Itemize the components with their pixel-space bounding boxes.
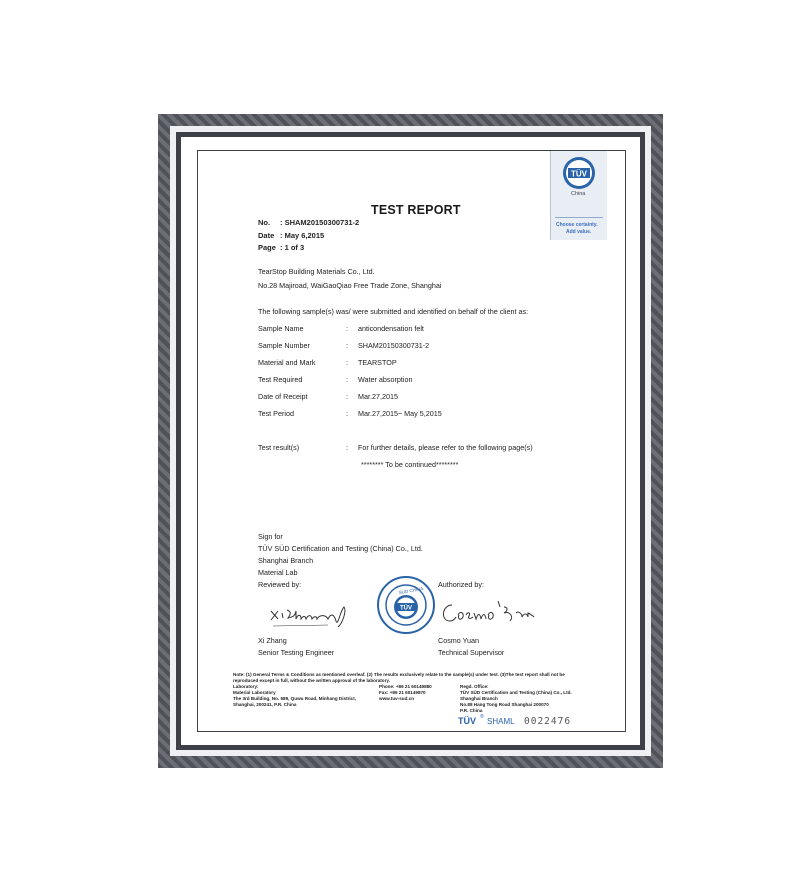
report-page (197, 150, 626, 732)
footer-lab-name: Material Laboratory (233, 690, 276, 695)
detail-colon: : (346, 341, 348, 350)
svg-text:TÜV: TÜV (571, 169, 587, 179)
result-value: For further details, please refer to the following page(s) (358, 443, 533, 452)
reviewer-name: Xi Zhang (258, 636, 287, 645)
footer-fax: Fax: +86 21 60149870 (379, 690, 426, 695)
detail-label: Date of Receipt (258, 392, 308, 401)
sign-branch: Shanghai Branch (258, 556, 314, 565)
detail-value: SHAM20150300731-2 (358, 341, 430, 350)
footer-regd-label: Regd. Office: (460, 684, 489, 689)
client-name: TearStop Building Materials Co., Ltd. (258, 267, 375, 276)
report-no-label: No. (258, 218, 271, 227)
detail-colon: : (346, 392, 348, 401)
reviewed-by-label: Reviewed by: (258, 580, 302, 589)
detail-colon: : (346, 324, 348, 333)
footer-regd-name: TÜV SÜD Certification and Testing (China) Co., Ltd. (460, 690, 572, 695)
footer-note: Note: (1) General Terms & Conditions as mentioned overleaf. (2) The results exclusively relate to the sample(s) under test. (3)The test report shall not be reproduced except in full, without the written approval of the laboratory. (233, 672, 565, 683)
reviewer-title: Senior Testing Engineer (258, 648, 335, 657)
footer-brand-code: SHAML (487, 717, 515, 726)
detail-label: Test Required (258, 375, 303, 384)
authorized-by-label: Authorized by: (438, 580, 484, 589)
footer-brand-mark: TÜV (458, 716, 476, 726)
footer-phone: Phone: +86 21 60149880 (379, 684, 432, 689)
report-date-label: Date (258, 231, 275, 240)
footer-regd-addr2: P.R. China (460, 708, 483, 713)
logo-sub: SÜD (572, 179, 581, 184)
footer-lab-label: Laboratory: (233, 684, 259, 689)
result-continued: ******** To be continued******** (361, 460, 459, 469)
footer-web: www.tuv-sud.cn (379, 696, 415, 701)
detail-value: Water absorption (358, 375, 413, 384)
svg-text:SÜD CHINA: SÜD CHINA (398, 585, 424, 596)
report-page-label: Page (258, 243, 276, 252)
report-title: TEST REPORT (371, 203, 461, 217)
sign-company: TÜV SÜD Certification and Testing (China) Co., Ltd. (258, 544, 423, 553)
registered-mark-icon: ® (480, 714, 484, 720)
result-colon: : (346, 443, 348, 452)
detail-value: TEARSTOP (358, 358, 397, 367)
detail-colon: : (346, 375, 348, 384)
footer-serial: 0022476 (524, 716, 572, 727)
logo-divider (555, 217, 603, 218)
sign-for: Sign for (258, 532, 283, 541)
footer-lab-addr1: The 3rd Building, No. 589, Quwu Road, Minhang District, (233, 696, 357, 701)
tuv-logo-panel (550, 151, 607, 240)
report-no-value: : SHAM20150300731-2 (280, 218, 360, 227)
detail-value: Mar.27,2015~ May 5,2015 (358, 409, 442, 418)
detail-value: Mar.27,2015 (358, 392, 398, 401)
footer-regd-branch: Shanghai Branch (460, 696, 498, 701)
official-stamp-icon (376, 575, 436, 635)
tuv-logo-icon (562, 156, 596, 190)
footer-regd-addr1: No.88 Hang Tong Road Shanghai 200070 (460, 702, 549, 707)
detail-label: Test Period (258, 409, 294, 418)
logo-slogan-2: Add value. (566, 229, 592, 235)
detail-label: Sample Name (258, 324, 304, 333)
svg-text:TÜV: TÜV (400, 605, 412, 612)
detail-colon: : (346, 358, 348, 367)
report-page-value: : 1 of 3 (280, 243, 305, 252)
authorizer-name: Cosmo Yuan (438, 636, 480, 645)
logo-country: China (571, 191, 586, 197)
authorizer-signature-icon (438, 597, 538, 627)
logo-slogan-1: Choose certainty. (556, 222, 598, 228)
result-label: Test result(s) (258, 443, 300, 452)
detail-value: anticondensation felt (358, 324, 424, 333)
footer-lab-addr2: Shanghai, 200241, P.R. China (233, 702, 297, 707)
detail-label: Sample Number (258, 341, 310, 350)
authorizer-title: Technical Supervisor (438, 648, 505, 657)
detail-colon: : (346, 409, 348, 418)
client-address: No.28 Majiroad, WaiGaoQiao Free Trade Zone, Shanghai (258, 281, 442, 290)
sign-lab: Material Lab (258, 568, 298, 577)
reviewer-signature-icon (268, 599, 363, 629)
detail-label: Material and Mark (258, 358, 316, 367)
report-date-value: : May 6,2015 (280, 231, 325, 240)
intro-text: The following sample(s) was/ were submitted and identified on behalf of the client as: (258, 307, 529, 316)
